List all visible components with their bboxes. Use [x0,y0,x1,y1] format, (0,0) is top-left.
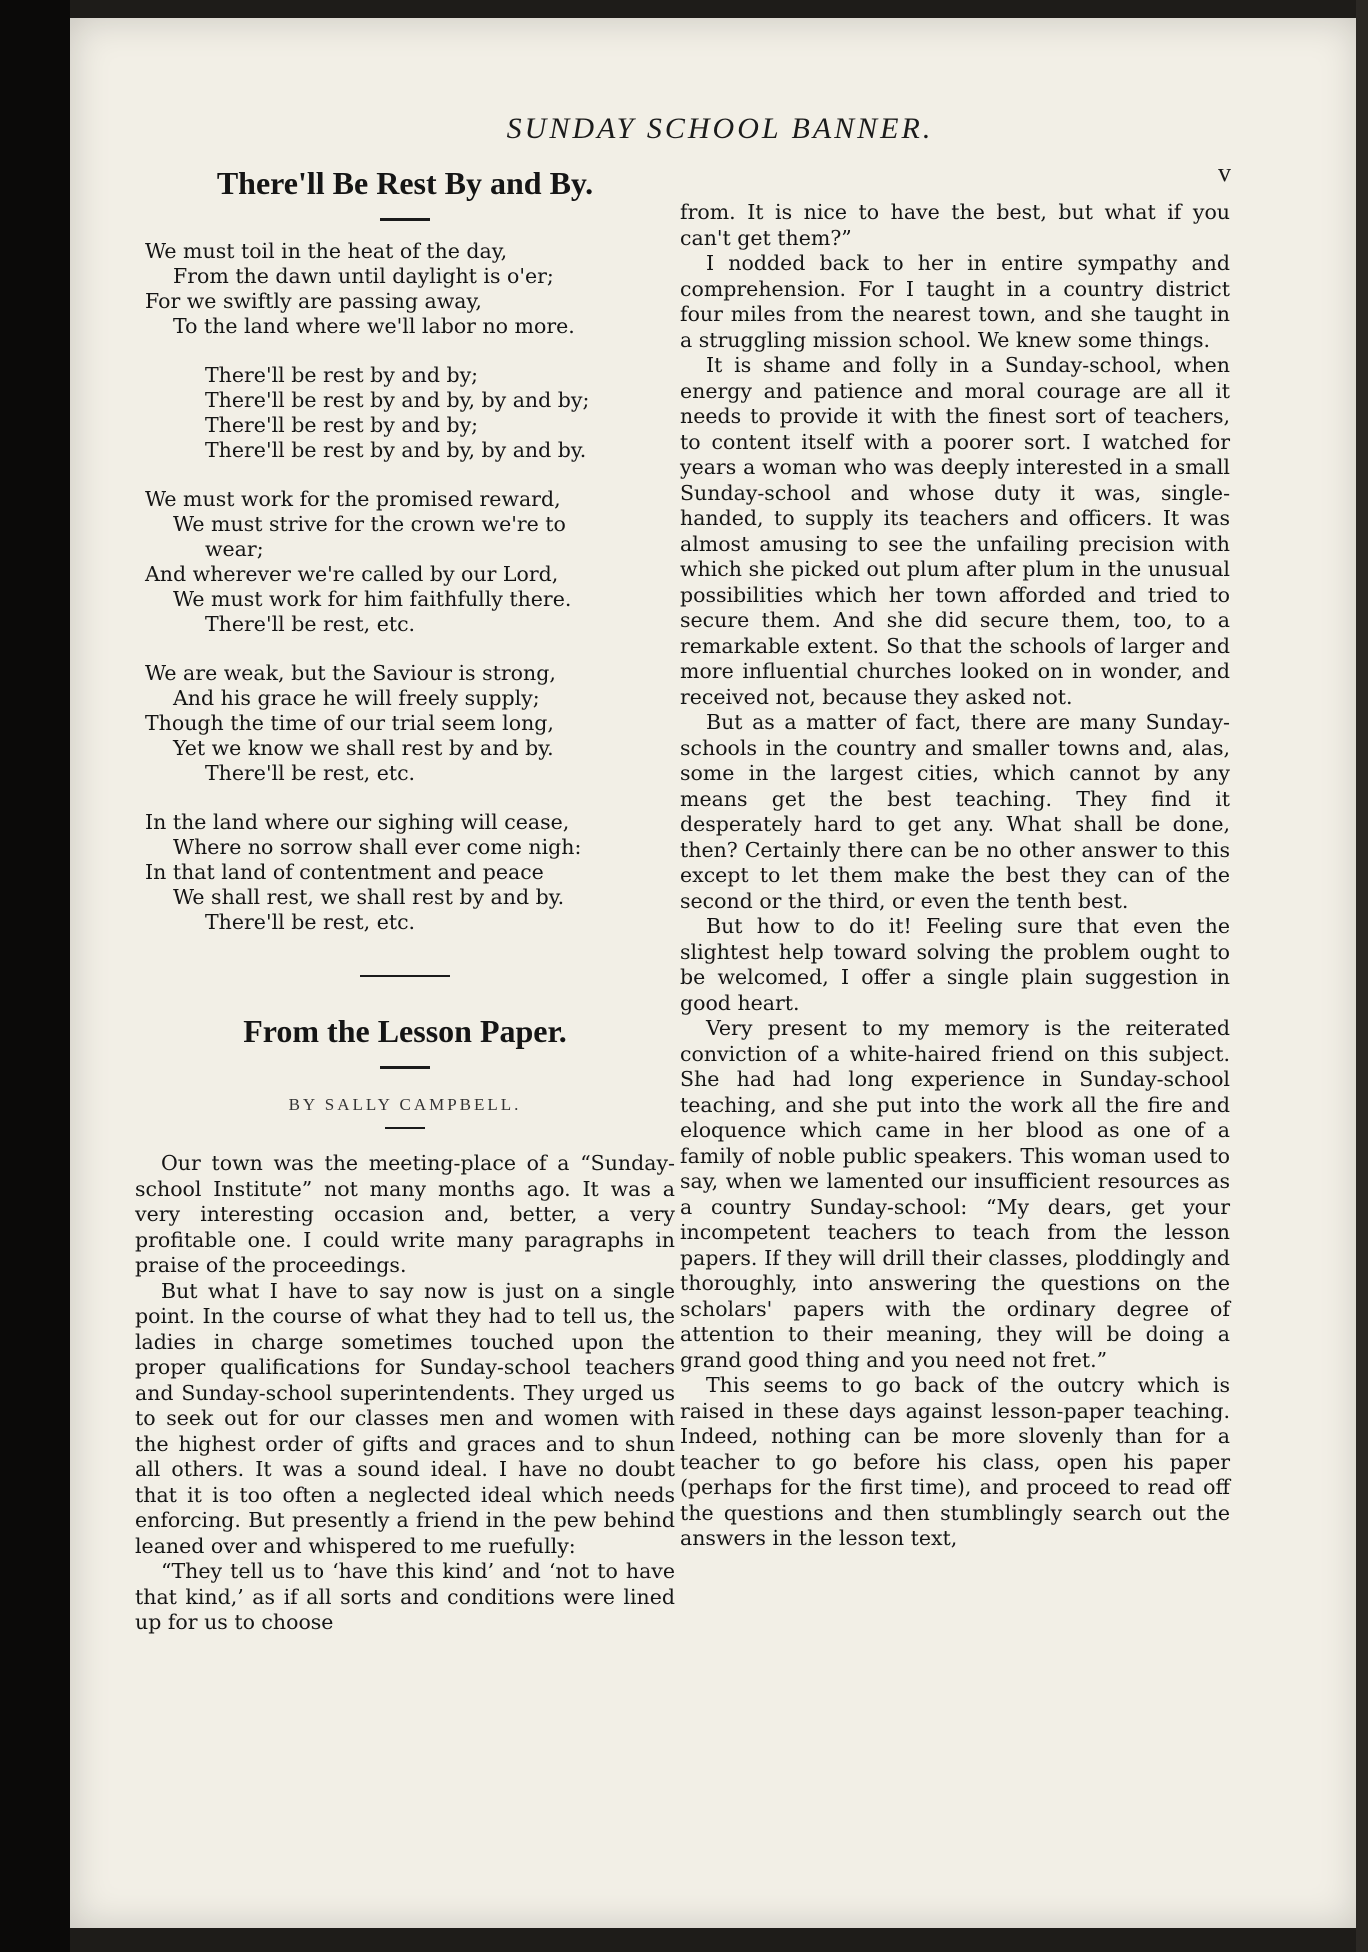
section-divider [360,975,450,977]
article-title: From the Lesson Paper. [243,1013,567,1049]
paragraph: But how to do it! Feeling sure that even the slightest help toward solving the problem ought to be welcomed, I offer a single plain suggestion in good heart. [680,914,1230,1015]
poem-line: We must toil in the heat of the day, [145,239,508,263]
poem-line: We must work for the promised reward, [145,487,561,511]
paragraph-continuation: from. It is nice to have the best, but what if you can't get them?” [680,200,1230,250]
poem-line: We must strive for the crown we're to [173,512,566,536]
paragraph: Our town was the meeting-place of a “Sunday-school Institute” not many months ago. It was a very interesting occasion and, better, a very profitable one. I could write many paragraphs in praise of the proceedings. [135,1151,675,1277]
left-column [135,165,675,1636]
poem-line: Where no sorrow shall ever come nigh: [173,835,582,859]
article-body-left [135,1151,675,1636]
book-spine-shadow [0,0,70,1952]
poem-line: To the land where we'll labor no more. [173,314,575,338]
poem-line: Yet we know we shall rest by and by. [173,736,554,760]
poem-stanza [145,363,675,463]
article-byline: BY SALLY CAMPBELL. [288,1095,522,1114]
poem-line: There'll be rest, etc. [205,761,416,785]
poem-title: There'll Be Rest By and By. [216,165,594,201]
poem-line: wear; [205,537,264,561]
poem-line: For we swiftly are passing away, [145,289,482,313]
poem-stanza [145,487,675,637]
article-title-rule [380,1066,430,1069]
poem-line: There'll be rest by and by, by and by. [205,438,587,462]
page-number: v [1218,158,1231,187]
poem-stanza [145,239,675,339]
poem-line: From the dawn until daylight is o'er; [173,264,554,288]
poem-line: There'll be rest by and by, by and by; [205,388,590,412]
paragraph: This seems to go back of the outcry which is raised in these days against lesson-paper teaching. Indeed, nothing can be more slovenly than for a teacher to go before his class, open his paper (perhaps for the first time), and proceed to read off the questions and then stumblingly search out the answers in the lesson text, [680,1373,1230,1550]
poem-stanza [145,661,675,786]
page-edge-shadow [1356,0,1368,1952]
paragraph: But what I have to say now is just on a single point. In the course of what they had to tell us, the ladies in charge sometimes touched upon the proper qualifications for Sunday-school teachers and Sunday-school superintendents. They urged us to seek out for our classes men and women with the highest order of gifts and graces and to shun all others. It was a sound ideal. I have no doubt that it is too often a neglected ideal which needs enforcing. But presently a friend in the pew behind leaned over and whispered to me ruefully: [135,1278,675,1558]
poem-line: There'll be rest, etc. [205,612,416,636]
byline-rule [385,1127,425,1129]
paragraph: “They tell us to ‘have this kind’ and ‘not to have that kind,’ as if all sorts and conditions were lined up for us to choose [135,1559,675,1634]
poem-body [135,239,675,935]
poem-line: In that land of contentment and peace [145,860,544,884]
poem-line: There'll be rest, etc. [205,910,416,934]
poem-line: And wherever we're called by our Lord, [145,562,559,586]
paragraph: I nodded back to her in entire sympathy and comprehension. For I taught in a country district four miles from the nearest town, and she taught in a struggling mission school. We knew some things. [680,251,1230,352]
poem-line: We shall rest, we shall rest by and by. [173,885,565,909]
poem-stanza [145,810,675,935]
poem-line: There'll be rest by and by; [205,413,479,437]
paragraph: But as a matter of fact, there are many Sunday-schools in the country and smaller towns and, alas, some in the largest cities, which cannot by any means get the best teaching. They find it desperately hard to get any. What shall be done, then? Certainly there can be no other answer to this except to let them make the best they can of the second or the third, or even the tenth best. [680,710,1230,913]
paragraph: Very present to my memory is the reiterated conviction of a white-haired friend on this subject. She had had long experience in Sunday-school teaching, and she put into the work all the fire and eloquence which came in her blood as one of a family of noble public speakers. This woman used to say, when we lamented our insufficient resources as a country Sunday-school: “My dears, get your incompetent teachers to teach from the lesson papers. If they will drill their classes, ploddingly and thoroughly, into answering the questions on the scholars' papers with the ordinary degree of attention to their meaning, they will be doing a grand good thing and you need not fret.” [680,1016,1230,1372]
poem-line: Though the time of our trial seem long, [145,711,554,735]
title-rule [380,218,430,221]
right-column [680,200,1230,1552]
running-title: SUNDAY SCHOOL BANNER. [506,112,934,145]
article-body-right [680,200,1230,1552]
poem-line: We must work for him faithfully there. [173,587,572,611]
poem-line: In the land where our sighing will cease, [145,810,570,834]
poem-line: And his grace he will freely supply; [173,686,540,710]
poem-line: There'll be rest by and by; [205,363,479,387]
paragraph: It is shame and folly in a Sunday-school, when energy and patience and moral courage are all it needs to provide it with the finest sort of teachers, to content itself with a poorer sort. I watched for years a woman who was deeply interested in a small Sunday-school and whose duty it was, single-handed, to supply its teachers and officers. It was almost amusing to see the unfailing precision with which she picked out plum after plum in the unusual possibilities which her town afforded and tried to secure them. And she did secure them, too, to a remarkable extent. So that the schools of larger and more influential churches looked on in wonder, and received not, because they asked not. [680,353,1230,709]
poem-line: We are weak, but the Saviour is strong, [145,661,556,685]
